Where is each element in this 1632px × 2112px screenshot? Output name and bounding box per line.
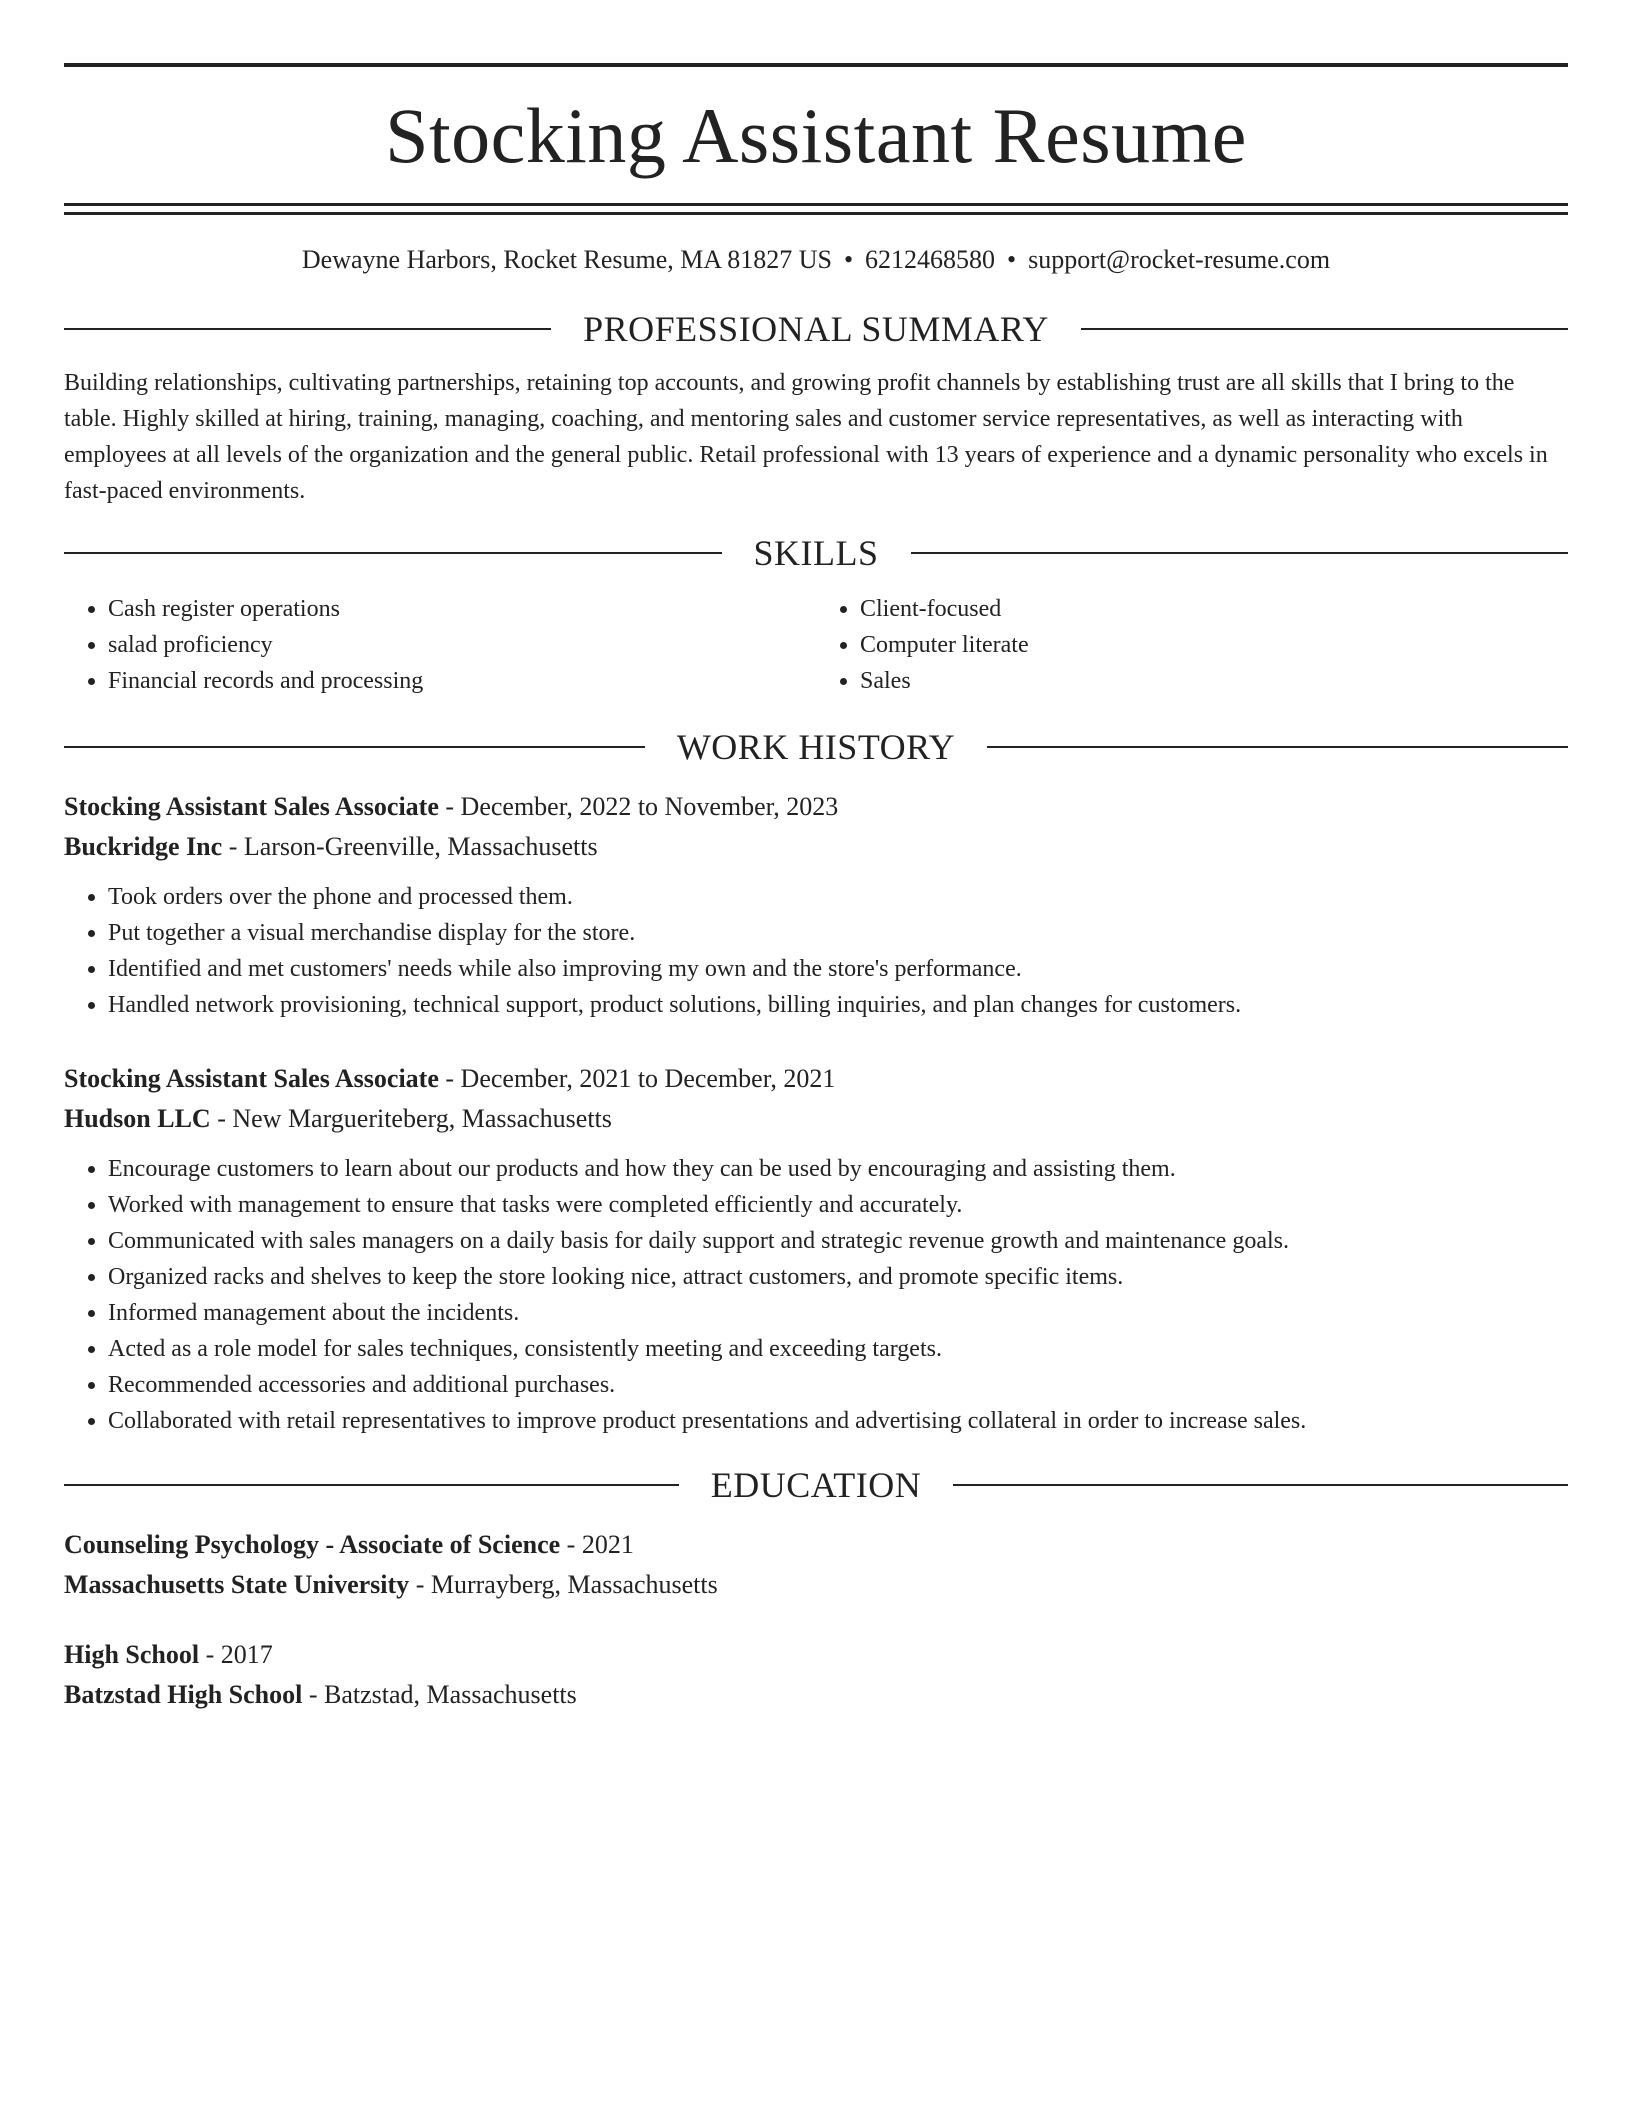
education-heading: EDUCATION [710, 1464, 922, 1505]
divider [64, 328, 551, 330]
education-location: - Batzstad, Massachusetts [302, 1679, 577, 1709]
education-school-line [64, 1565, 1568, 1605]
education-degree: Counseling Psychology - Associate of Science [64, 1529, 561, 1559]
skill-item: • Cash register operations [108, 591, 816, 627]
job-bullet: • Collaborated with retail representatives to improve product presentations and advertising collateral in order to increase sales. [108, 1403, 1568, 1439]
education-school: Massachusetts State University [64, 1569, 410, 1599]
education-school: Batzstad High School [64, 1679, 303, 1709]
divider [911, 552, 1569, 554]
job-title: Stocking Assistant Sales Associate [64, 791, 439, 821]
job-entry [64, 787, 1568, 1023]
education-degree-line [64, 1525, 1568, 1565]
skills-list [64, 591, 1568, 699]
work-section-header [64, 726, 1568, 767]
divider [953, 1484, 1568, 1486]
job-bullet: • Acted as a role model for sales techniques, consistently meeting and exceeding targets. [108, 1331, 1568, 1367]
skill-item: • Financial records and processing [108, 663, 816, 699]
job-bullet: • Encourage customers to learn about our products and how they can be used by encouraging and assisting them. [108, 1151, 1568, 1187]
divider [1081, 328, 1568, 330]
contact-separator: • [843, 245, 854, 274]
job-bullet: • Took orders over the phone and processed them. [108, 879, 1568, 915]
divider [64, 1484, 679, 1486]
job-title: Stocking Assistant Sales Associate [64, 1063, 439, 1093]
education-degree: High School [64, 1639, 200, 1669]
skill-item: • Sales [860, 663, 1568, 699]
contact-line [64, 243, 1568, 277]
job-company: Buckridge Inc [64, 831, 223, 861]
job-company-line [64, 1099, 1568, 1139]
education-degree-line [64, 1635, 1568, 1675]
skills-column-right [816, 591, 1568, 699]
job-dates: - December, 2022 to November, 2023 [438, 791, 839, 821]
job-bullet: • Worked with management to ensure that tasks were completed efficiently and accurately. [108, 1187, 1568, 1223]
job-bullet: • Communicated with sales managers on a daily basis for daily support and strategic revenue growth and maintenance goals. [108, 1223, 1568, 1259]
contact-email: support@rocket-resume.com [1028, 245, 1331, 274]
summary-heading: PROFESSIONAL SUMMARY [583, 308, 1049, 349]
job-bullet: • Put together a visual merchandise display for the store. [108, 915, 1568, 951]
divider [64, 552, 722, 554]
skill-item: • salad proficiency [108, 627, 816, 663]
job-location: - New Margueriteberg, Massachusetts [210, 1103, 612, 1133]
contact-phone: 6212468580 [865, 245, 996, 274]
job-bullets [64, 1151, 1568, 1439]
skill-item: • Computer literate [860, 627, 1568, 663]
summary-section-header [64, 308, 1568, 349]
education-entry [64, 1525, 1568, 1605]
contact-separator: • [1007, 245, 1017, 274]
job-bullet: • Informed management about the incidents. [108, 1295, 1568, 1331]
job-bullet: • Recommended accessories and additional purchases. [108, 1367, 1568, 1403]
job-title-line [64, 787, 1568, 827]
skills-heading: SKILLS [753, 532, 879, 573]
job-entry [64, 1059, 1568, 1439]
education-entry [64, 1635, 1568, 1715]
skills-column-left [64, 591, 816, 699]
job-dates: - December, 2021 to December, 2021 [438, 1063, 836, 1093]
job-company-line [64, 827, 1568, 867]
summary-text: Building relationships, cultivating partnerships, retaining top accounts, and growing profit channels by establishing trust are all skills that I bring to the table. Highly skilled at hiring, training, managing, coaching, and mentoring sales and customer service representatives, as well as interacting with employees at all levels of the organization and the general public. Retail professional with 13 years of experience and a dynamic personality who excels in fast-paced environments. [64, 369, 1548, 504]
contact-address: Dewayne Harbors, Rocket Resume, MA 81827 US [301, 245, 832, 274]
title-double-rule [64, 203, 1568, 215]
education-school-line [64, 1675, 1568, 1715]
page-title: Stocking Assistant Resume [385, 92, 1247, 179]
job-company: Hudson LLC [64, 1103, 211, 1133]
divider [987, 746, 1568, 748]
skills-section-header [64, 532, 1568, 573]
job-bullets [64, 879, 1568, 1023]
divider [64, 746, 645, 748]
education-year: - 2017 [199, 1639, 273, 1669]
top-rule [64, 63, 1568, 67]
job-bullet: • Identified and met customers' needs while also improving my own and the store's performance. [108, 951, 1568, 987]
work-heading: WORK HISTORY [676, 726, 956, 767]
skill-item: • Client-focused [860, 591, 1568, 627]
job-bullet: • Handled network provisioning, technical support, product solutions, billing inquiries, and plan changes for customers. [108, 987, 1568, 1023]
education-year: - 2021 [560, 1529, 634, 1559]
job-title-line [64, 1059, 1568, 1099]
education-section-header [64, 1464, 1568, 1505]
job-bullet: • Organized racks and shelves to keep the store looking nice, attract customers, and promote specific items. [108, 1259, 1568, 1295]
education-location: - Murrayberg, Massachusetts [409, 1569, 718, 1599]
job-location: - Larson-Greenville, Massachusetts [222, 831, 598, 861]
